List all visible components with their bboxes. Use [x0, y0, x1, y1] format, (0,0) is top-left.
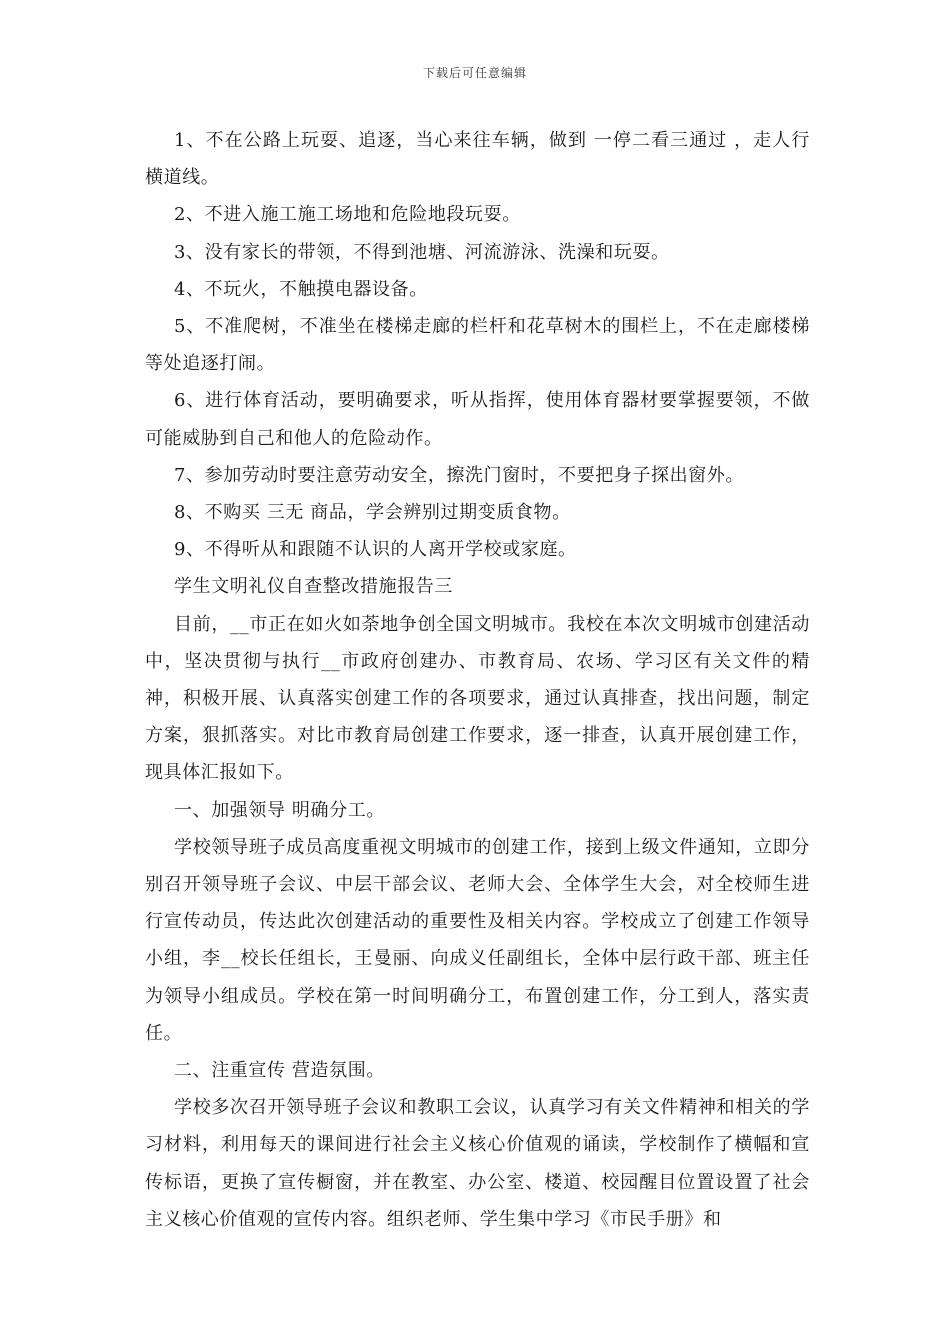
- report-title: 学生文明礼仪自查整改措施报告三: [174, 576, 453, 598]
- paragraph-rule-2: 2、不进入施工施工场地和危险地段玩耍。: [174, 204, 521, 226]
- paragraph-rule-6: 6、进行体育活动，要明确要求，听从指挥，使用体育器材要掌握要领，不做可能威胁到自己和他人的危险动作。: [145, 390, 810, 449]
- paragraph-rule-9: 9、不得听从和跟随不认识的人离开学校或家庭。: [174, 539, 577, 561]
- paragraph-intro: 目前，__市正在如火如荼地争创全国文明城市。我校在本次文明城市创建活动中，坚决贯彻与执行__市政府创建办、市教育局、农场、学习区有关文件的精神，积极开展、认真落实创建工作的各项要求，通过认真排查，找出问题，制定方案，狠抓落实。对比市教育局创建工作要求，逐一排查，认真开展创建工作，现具体汇报如下。: [145, 613, 810, 784]
- paragraph-rule-1: 1、不在公路上玩耍、追逐，当心来往车辆，做到 一停二看三通过 ，走人行横道线。: [145, 130, 810, 189]
- section-heading-2: 二、注重宣传 营造氛围。: [174, 1060, 385, 1082]
- paragraph-rule-4: 4、不玩火，不触摸电器设备。: [174, 278, 428, 300]
- paragraph-rule-7: 7、参加劳动时要注意劳动安全，擦洗门窗时，不要把身子探出窗外。: [174, 464, 745, 486]
- paragraph-rule-8: 8、不购买 三无 商品，学会辨别过期变质食物。: [174, 502, 571, 524]
- document-body: [145, 122, 810, 1238]
- section-heading-1: 一、加强领导 明确分工。: [174, 799, 385, 821]
- page-header: 下载后可任意编辑: [422, 66, 527, 80]
- paragraph-section-2: 学校多次召开领导班子会议和教职工会议，认真学习有关文件精神和相关的学习材料，利用每天的课间进行社会主义核心价值观的诵读，学校制作了横幅和宣传标语，更换了宣传橱窗，并在教室、办公室、楼道、校园醒目位置设置了社会主义核心价值观的宣传内容。组织老师、学生集中学习《市民手册》和: [145, 1097, 810, 1230]
- paragraph-rule-3: 3、没有家长的带领，不得到池塘、河流游泳、洗澡和玩耍。: [174, 241, 670, 263]
- paragraph-rule-5: 5、不准爬树，不准坐在楼梯走廊的栏杆和花草树木的围栏上，不在走廊楼梯等处追逐打闹。: [145, 316, 810, 375]
- paragraph-section-1: 学校领导班子成员高度重视文明城市的创建工作，接到上级文件通知，立即分别召开领导班子会议、中层干部会议、老师大会、全体学生大会，对全校师生进行宣传动员，传达此次创建活动的重要性及相关内容。学校成立了创建工作领导小组，李__校长任组长，王曼丽、向成义任副组长，全体中层行政干部、班主任为领导小组成员。学校在第一时间明确分工，布置创建工作，分工到人，落实责任。: [145, 836, 810, 1044]
